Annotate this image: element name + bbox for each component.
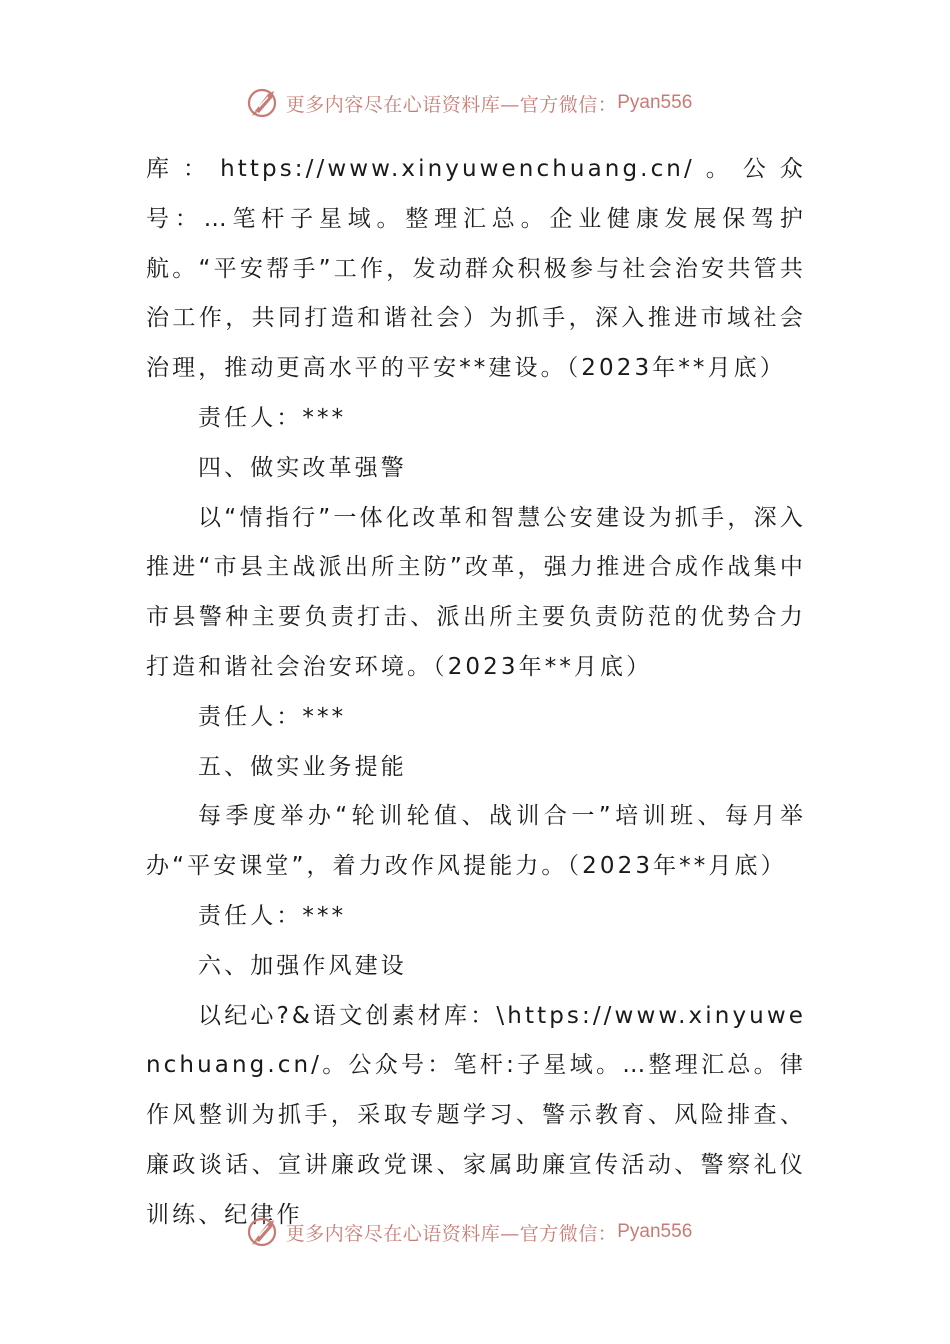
- paragraph-training: 每季度举办“轮训轮值、战训合一”培训班、每月举办“平安课堂”，着力改作风提能力。（2023年**月底）: [146, 803, 806, 880]
- responsible-person-3: 责任人：***: [198, 902, 347, 929]
- banner-wechat-id: Pyan556: [617, 1221, 693, 1242]
- responsible-person-2: 责任人：***: [198, 703, 347, 730]
- paragraph-continuation: 库：https://www.xinyuwenchuang.cn/。公众号：…笔杆子星域。整理汇总。企业健康发展保驾护航。“平安帮手”工作，发动群众积极参与社会治安共管共治工作，共同打造和谐社会）为抓手，深入推进市域社会治理，推动更高水平的平安**建设。（2023年**月底）: [146, 156, 806, 382]
- banner-slogan: 更多内容尽在心语资料库—官方微信：: [285, 1222, 618, 1245]
- section-heading-5: 五、做实业务提能: [198, 753, 407, 780]
- header-banner: [0, 81, 950, 125]
- footer-banner: [0, 1210, 950, 1254]
- paragraph-reform: 以“情指行”一体化改革和智慧公安建设为抓手，深入推进“市县主战派出所主防”改革，强力推进合成作战集中市县警种主要负责打击、派出所主要负责防范的优势合力打造和谐社会治安环境。（2023年**月底）: [146, 504, 806, 680]
- section-heading-6: 六、加强作风建设: [198, 952, 407, 979]
- section-heading-4: 四、做实改革强警: [198, 454, 407, 481]
- responsible-person-1: 责任人：***: [198, 404, 347, 431]
- document-body: [146, 145, 806, 1241]
- paragraph-style: 以纪心?&语文创素材库：\https://www.xinyuwenchuang.cn/。公众号：笔杆:子星域。…整理汇总。律作风整训为抓手，采取专题学习、警示教育、风险排查、廉政谈话、宣讲廉政党课、家属助廉宣传活动、警察礼仪训练、纪律作: [146, 1002, 806, 1228]
- pen-nib-logo-icon: [246, 85, 282, 121]
- banner-slogan: 更多内容尽在心语资料库—官方微信：: [285, 93, 618, 116]
- pen-nib-logo-icon: [246, 1214, 282, 1250]
- banner-wechat-id: Pyan556: [617, 92, 693, 113]
